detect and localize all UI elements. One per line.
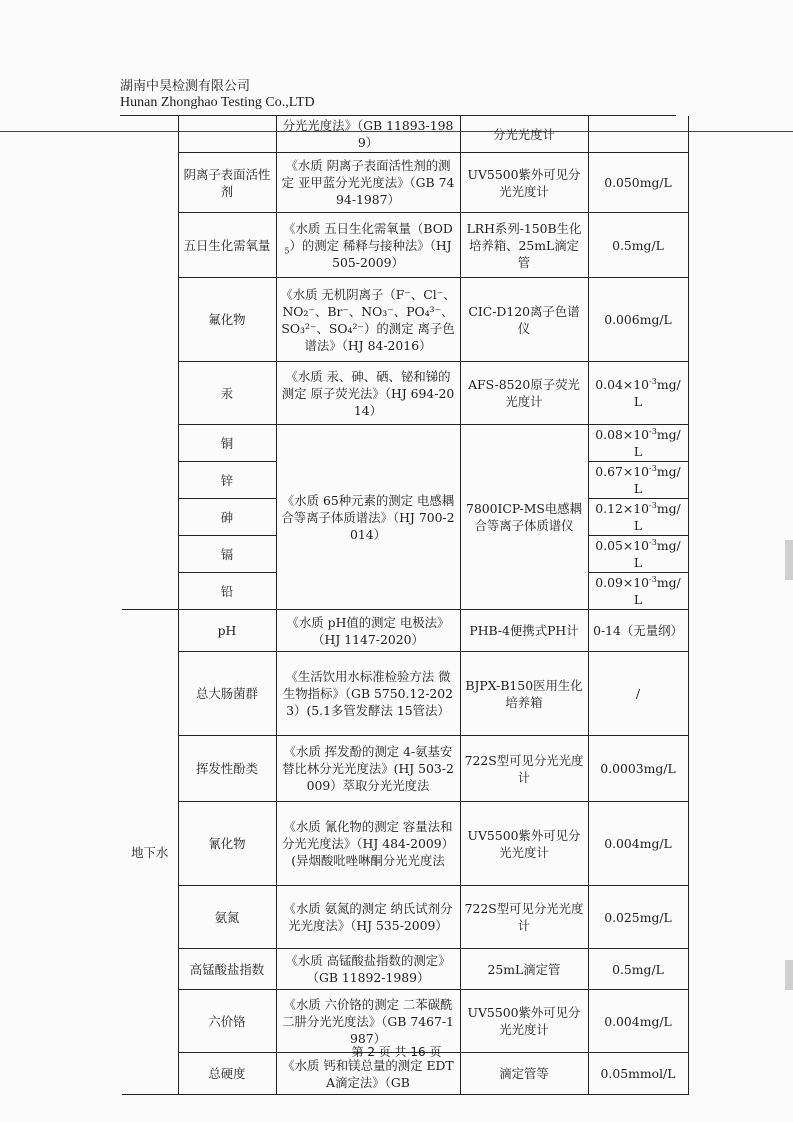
limit-superscript: -3 — [649, 574, 657, 584]
table-row — [122, 116, 688, 153]
limit-text-b: mg/L — [633, 501, 681, 533]
seal-edge-mark — [785, 960, 793, 990]
item-cell: 五日生化需氧量 — [178, 213, 276, 278]
test-methods-table — [122, 116, 689, 1095]
limit-cell: 0.0003mg/L — [588, 736, 688, 802]
method-cell: 分光光度法》（GB 11893-1989） — [276, 116, 460, 153]
table-row — [122, 362, 688, 425]
instrument-cell: UV5500紫外可见分光光度计 — [460, 153, 588, 213]
company-name-cn: 湖南中昊检测有限公司 — [120, 79, 251, 94]
limit-text-a: 0.09×10 — [595, 575, 650, 590]
limit-cell — [588, 536, 688, 573]
item-cell: 挥发性酚类 — [178, 736, 276, 802]
instrument-cell: AFS-8520原子荧光光度计 — [460, 362, 588, 425]
limit-superscript: -3 — [649, 426, 657, 436]
limit-superscript: -3 — [649, 537, 657, 547]
item-cell: 铜 — [178, 425, 276, 462]
method-cell: 《水质 高锰酸盐指数的测定》（GB 11892-1989） — [276, 949, 460, 990]
instrument-cell: 分光光度计 — [460, 116, 588, 153]
instrument-cell: UV5500紫外可见分光光度计 — [460, 802, 588, 886]
item-cell: 高锰酸盐指数 — [178, 949, 276, 990]
limit-cell: / — [588, 652, 688, 736]
limit-text-b: mg/L — [633, 427, 681, 459]
method-cell: 《水质 65种元素的测定 电感耦合等离子体质谱法》（HJ 700-2014） — [276, 425, 460, 610]
seal-edge-mark — [785, 540, 793, 580]
table-row — [122, 802, 688, 886]
limit-cell — [588, 462, 688, 499]
item-cell: 铅 — [178, 573, 276, 610]
item-cell: 镉 — [178, 536, 276, 573]
item-cell: 汞 — [178, 362, 276, 425]
limit-cell: 0.5mg/L — [588, 949, 688, 990]
instrument-cell: 7800ICP-MS电感耦合等离子体质谱仪 — [460, 425, 588, 610]
method-subscript: 5 — [284, 245, 290, 255]
method-cell: 《水质 挥发酚的测定 4-氨基安替比林分光光度法》(HJ 503-2009）萃取分光光度法 — [276, 736, 460, 802]
limit-text-b: mg/L — [633, 377, 681, 409]
method-cell: 《水质 钙和镁总量的测定 EDTA滴定法》（GB — [276, 1053, 460, 1095]
limit-text-b: mg/L — [633, 538, 681, 570]
table-row — [122, 278, 688, 362]
method-cell — [276, 213, 460, 278]
instrument-cell: 滴定管等 — [460, 1053, 588, 1095]
instrument-cell: UV5500紫外可见分光光度计 — [460, 990, 588, 1053]
limit-cell: 0.5mg/L — [588, 213, 688, 278]
instrument-cell: BJPX-B150医用生化培养箱 — [460, 652, 588, 736]
table-row — [122, 886, 688, 949]
limit-cell — [588, 425, 688, 462]
item-cell: 砷 — [178, 499, 276, 536]
item-cell: 总大肠菌群 — [178, 652, 276, 736]
instrument-cell: PHB-4便携式PH计 — [460, 610, 588, 652]
limit-text-b: mg/L — [633, 575, 681, 607]
category-cell-empty — [122, 116, 178, 610]
table-row — [122, 153, 688, 213]
item-cell — [178, 116, 276, 153]
method-cell: 《水质 汞、砷、硒、铋和锑的测定 原子荧光法》（HJ 694-2014） — [276, 362, 460, 425]
table-row — [122, 949, 688, 990]
table-row — [122, 652, 688, 736]
method-cell: 《水质 氨氮的测定 纳氏试剂分光光度法》（HJ 535-2009） — [276, 886, 460, 949]
limit-cell — [588, 362, 688, 425]
limit-cell: 0.004mg/L — [588, 990, 688, 1053]
table-row — [122, 610, 688, 652]
instrument-cell: 722S型可见分光光度计 — [460, 886, 588, 949]
company-name-en: Hunan Zhonghao Testing Co.,LTD — [120, 95, 315, 110]
limit-superscript: -3 — [649, 463, 657, 473]
limit-superscript: -3 — [649, 500, 657, 510]
table-row — [122, 425, 688, 462]
method-cell: 《水质 pH值的测定 电极法》（HJ 1147-2020） — [276, 610, 460, 652]
instrument-cell: 25mL滴定管 — [460, 949, 588, 990]
instrument-cell: 722S型可见分光光度计 — [460, 736, 588, 802]
limit-cell: 0.025mg/L — [588, 886, 688, 949]
method-cell: 《生活饮用水标准检验方法 微生物指标》（GB 5750.12-2023）(5.1多管发酵法 15管法） — [276, 652, 460, 736]
item-cell: pH — [178, 610, 276, 652]
method-cell: 《水质 无机阴离子（F⁻、Cl⁻、NO₂⁻、Br⁻、NO₃⁻、PO₄³⁻、SO₃²⁻、SO₄²⁻）的测定 离子色谱法》（HJ 84-2016） — [276, 278, 460, 362]
method-cell: 《水质 六价铬的测定 二苯碳酰二肼分光光度法》（GB 7467-1987） — [276, 990, 460, 1053]
table-row — [122, 736, 688, 802]
table-row — [122, 213, 688, 278]
limit-cell: 0.05mmol/L — [588, 1053, 688, 1095]
item-cell: 六价铬 — [178, 990, 276, 1053]
page-header — [120, 78, 540, 111]
category-cell: 地下水 — [122, 610, 178, 1095]
method-text-a: 《水质 五日生化需氧量（BOD — [283, 220, 453, 236]
limit-text-a: 0.05×10 — [595, 538, 650, 553]
item-cell: 氟化物 — [178, 278, 276, 362]
method-text-b: ）的测定 稀释与接种法》（HJ 505-2009） — [289, 237, 452, 270]
limit-cell — [588, 573, 688, 610]
item-cell: 氰化物 — [178, 802, 276, 886]
limit-cell — [588, 499, 688, 536]
limit-text-a: 0.12×10 — [595, 501, 650, 516]
instrument-cell: LRH系列-150B生化培养箱、25mL滴定管 — [460, 213, 588, 278]
limit-cell: 0.006mg/L — [588, 278, 688, 362]
limit-cell: 0-14（无量纲） — [588, 610, 688, 652]
item-cell: 总硬度 — [178, 1053, 276, 1095]
method-cell: 《水质 阴离子表面活性剂的测定 亚甲蓝分光光度法》（GB 7494-1987） — [276, 153, 460, 213]
item-cell: 氨氮 — [178, 886, 276, 949]
method-cell: 《水质 氰化物的测定 容量法和分光光度法》（HJ 484-2009）(异烟酸吡唑啉酮分光光度法 — [276, 802, 460, 886]
instrument-cell: CIC-D120离子色谱仪 — [460, 278, 588, 362]
item-cell: 阴离子表面活性剂 — [178, 153, 276, 213]
limit-text-a: 0.67×10 — [595, 464, 650, 479]
limit-cell: 0.004mg/L — [588, 802, 688, 886]
limit-text-a: 0.08×10 — [595, 427, 650, 442]
limit-superscript: -3 — [649, 376, 657, 386]
page-number: 第 2 页 共 16 页 — [351, 1045, 442, 1059]
limit-cell: 0.050mg/L — [588, 153, 688, 213]
limit-text-a: 0.04×10 — [595, 377, 650, 392]
limit-cell — [588, 116, 688, 153]
limit-text-b: mg/L — [633, 464, 681, 496]
item-cell: 锌 — [178, 462, 276, 499]
